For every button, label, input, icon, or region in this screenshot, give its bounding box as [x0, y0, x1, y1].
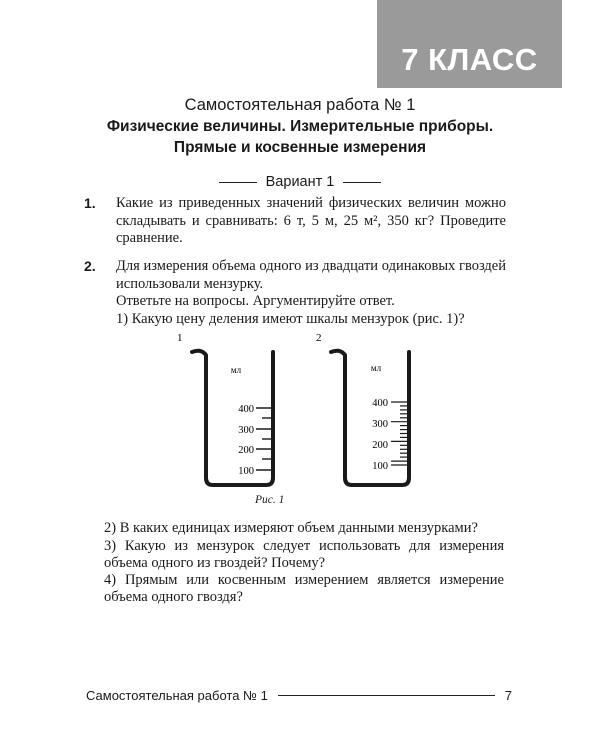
figure-caption: Рис. 1 — [255, 494, 285, 506]
beaker-2-tick-label: 100 — [372, 461, 388, 472]
footer-rule — [278, 695, 495, 696]
task-1 — [86, 195, 506, 248]
footer-title: Самостоятельная работа № 1 — [86, 688, 268, 703]
beaker-2 — [316, 332, 409, 485]
topic-line-2: Прямые и косвенные измерения — [173, 139, 427, 156]
beaker-1-label: 1 — [177, 332, 183, 344]
title-block — [60, 94, 540, 158]
task-1-text: Какие из приведенных значений физических величин можно складывать и сравнивать: 6 т, 5 м, 25 м², 350 кг? Проведите сравнение. — [116, 195, 506, 246]
beaker-1-tick-label: 200 — [238, 445, 254, 456]
page-number: 7 — [504, 688, 512, 703]
class-badge-label: 7 КЛАСС — [401, 42, 538, 77]
beaker-2-tick-label: 200 — [372, 440, 388, 451]
beaker-2-label: 2 — [316, 332, 322, 344]
topic-line-1: Физические величины. Измерительные приборы. — [106, 118, 494, 135]
beaker-2-scale — [391, 402, 409, 465]
task-2-body — [116, 258, 506, 328]
task-2-number: 2. — [84, 258, 96, 274]
variant-heading — [60, 174, 540, 190]
task-2-question-4: 4) Прямым или косвенным измерением является измерение объема одного гвоздя? — [104, 572, 504, 605]
beaker-2-unit: мл — [370, 363, 382, 373]
page-footer — [86, 688, 512, 703]
beaker-1-tick-label: 400 — [238, 404, 254, 415]
beaker-2-tick-label: 400 — [372, 398, 388, 409]
beaker-1-unit: мл — [230, 365, 242, 375]
variant-rule-right — [343, 182, 381, 183]
task-2-question-1: 1) Какую цену деления имеют шкалы мензурок (рис. 1)? — [116, 310, 465, 327]
beaker-2-tick-label: 300 — [372, 419, 388, 430]
task-2-instruction: Ответьте на вопросы. Аргументируйте ответ. — [116, 293, 395, 309]
beaker-1-tick-label: 300 — [238, 425, 254, 436]
variant-rule-left — [219, 182, 257, 183]
class-badge — [377, 0, 562, 88]
beaker-1-scale — [256, 408, 273, 470]
task-2 — [86, 258, 506, 328]
task-2-intro: Для измерения объема одного из двадцати одинаковых гвоздей использовали мензурку. — [116, 258, 506, 292]
beaker-1-tick-label: 100 — [238, 466, 254, 477]
variant-label: Вариант 1 — [265, 174, 335, 190]
task-1-number: 1. — [84, 195, 96, 211]
beakers-figure — [170, 330, 450, 515]
beaker-1 — [177, 332, 273, 485]
task-2-question-3: 3) Какую из мензурок следует использовать для измерения объема одного из гвоздей? Почему? — [104, 538, 504, 571]
task-2-question-2: 2) В каких единицах измеряют объем данными мензурками? — [104, 520, 478, 536]
work-title: Самостоятельная работа № 1 — [184, 96, 416, 114]
